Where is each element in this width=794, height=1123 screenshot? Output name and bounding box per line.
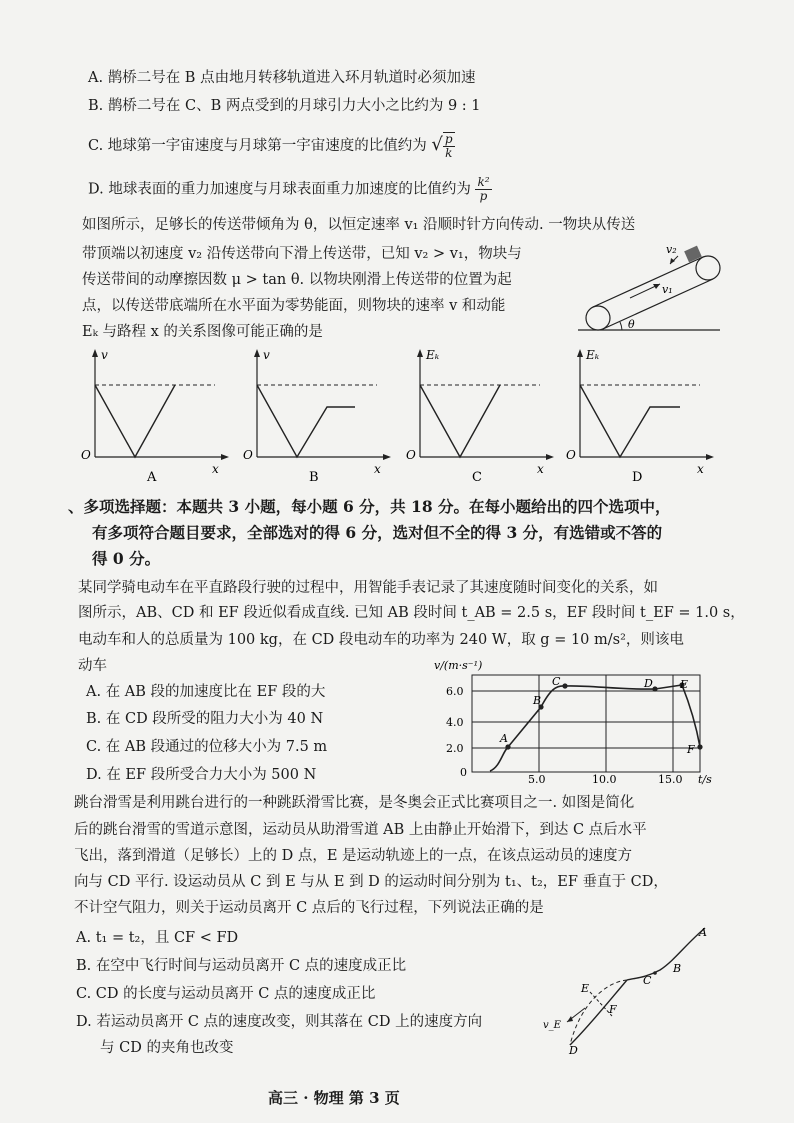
graph-tag: B <box>309 470 319 485</box>
page-footer: 高三 · 物理 第 3 页 <box>268 1089 400 1107</box>
point-a-label: A <box>699 926 707 939</box>
q8-option-d: D. 在 EF 段所受合力大小为 500 N <box>86 767 317 783</box>
x-tick-10: 10.0 <box>592 773 617 785</box>
q7-line-5: Eₖ 与路程 x 的关系图像可能正确的是 <box>82 324 323 340</box>
graph-c <box>406 348 554 485</box>
y-tick-0: 0 <box>460 766 467 779</box>
y-axis-label: v <box>101 348 108 362</box>
point-f-label: F <box>609 1003 617 1016</box>
theta-label: θ <box>628 318 635 331</box>
sqrt-icon: √ <box>431 134 443 155</box>
graph-b <box>243 348 391 485</box>
point-b-label: B <box>533 694 542 707</box>
origin-label: O <box>243 448 253 462</box>
frac-den: p <box>479 189 488 203</box>
conveyor-belt-diagram <box>570 238 730 343</box>
y-axis-label: Eₖ <box>586 348 600 362</box>
option-c-prev <box>88 132 455 160</box>
ski-jump-diagram <box>535 920 725 1060</box>
x-axis-label: x <box>212 462 219 476</box>
x-tick-5: 5.0 <box>528 773 546 785</box>
graph-d <box>566 348 714 485</box>
option-c-fraction <box>443 132 455 160</box>
q9-option-c: C. CD 的长度与运动员离开 C 点的速度成正比 <box>76 986 376 1002</box>
v1-label: v₁ <box>662 283 673 296</box>
point-b-label: B <box>673 962 682 975</box>
point-e-label: E <box>581 982 590 995</box>
option-d-fraction <box>475 176 491 203</box>
q7-line-4: 点，以传送带底端所在水平面为零势能面，则物块的速率 v 和动能 <box>82 298 506 314</box>
origin-label: O <box>406 448 416 462</box>
y-axis-label: v <box>263 348 270 362</box>
q7-line-3: 传送带间的动摩擦因数 μ > tan θ. 以物块刚滑上传送带的位置为起 <box>82 272 512 288</box>
graph-tag: C <box>472 470 482 485</box>
section2-line-3: 得 0 分。 <box>92 549 161 568</box>
point-c-label: C <box>643 974 652 987</box>
x-axis-label: x <box>374 462 381 476</box>
option-b-prev: B. 鹊桥二号在 C、B 两点受到的月球引力大小之比约为 9 : 1 <box>88 98 481 114</box>
q8-line-2: 图所示，AB、CD 和 EF 段近似看成直线. 已知 AB 段时间 t_AB = 2.5 s，EF 段时间 t_EF = 1.0 s， <box>78 605 745 621</box>
q8-line-3: 电动车和人的总质量为 100 kg，在 CD 段电动车的功率为 240 W，取 g = 10 m/s²，则该电 <box>78 632 684 648</box>
v2-label: v₂ <box>666 243 677 256</box>
q9-line-5: 不计空气阻力，则关于运动员离开 C 点后的飞行过程，下列说法正确的是 <box>74 900 544 916</box>
q8-option-a: A. 在 AB 段的加速度比在 EF 段的大 <box>86 684 326 700</box>
point-d-label: D <box>644 677 653 690</box>
q9-line-1: 跳台滑雪是利用跳台进行的一种跳跃滑雪比赛，是冬奥会正式比赛项目之一. 如图是简化 <box>74 795 635 811</box>
q7-graphs <box>75 345 725 485</box>
q9-option-a: A. t₁ = t₂，且 CF < FD <box>76 930 239 946</box>
option-d-prev <box>88 176 492 203</box>
origin-label: O <box>566 448 576 462</box>
graph-a <box>81 348 229 485</box>
q9-line-4: 向与 CD 平行. 设运动员从 C 到 E 与从 E 到 D 的运动时间分别为 t₁、t₂，EF 垂直于 CD， <box>74 874 668 890</box>
frac-num: p <box>444 132 453 146</box>
y-axis-label: Eₖ <box>426 348 440 362</box>
y-tick-4: 4.0 <box>446 716 464 729</box>
ve-label: v_E <box>543 1020 561 1031</box>
y-tick-6: 6.0 <box>446 685 464 698</box>
q8-line-1: 某同学骑电动车在平直路段行驶的过程中，用智能手表记录了其速度随时间变化的关系，如 <box>78 580 658 596</box>
x-tick-15: 15.0 <box>658 773 683 785</box>
velocity-time-chart <box>420 655 720 785</box>
point-d-label: D <box>569 1044 578 1057</box>
q8-option-c: C. 在 AB 段通过的位移大小为 7.5 m <box>86 739 328 755</box>
point-f-label: F <box>687 743 695 756</box>
graph-tag: D <box>632 470 643 485</box>
section2-line-2: 有多项符合题目要求，全部选对的得 6 分，选对但不全的得 3 分，有选错或不答的 <box>92 523 663 542</box>
q7-line-1: 如图所示，足够长的传送带倾角为 θ，以恒定速率 v₁ 沿顺时针方向传动. 一物块从传送 <box>82 217 636 233</box>
frac-den: k <box>445 146 453 160</box>
x-axis-label: x <box>537 462 544 476</box>
option-a-prev: A. 鹊桥二号在 B 点由地月转移轨道进入环月轨道时必须加速 <box>88 70 476 86</box>
q9-option-b: B. 在空中飞行时间与运动员离开 C 点的速度成正比 <box>76 958 407 974</box>
q9-line-3: 飞出，落到滑道（足够长）上的 D 点，E 是运动轨迹上的一点，在该点运动员的速度方 <box>74 848 633 864</box>
frac-num: k² <box>477 175 490 189</box>
x-axis-label: t/s <box>698 773 712 785</box>
origin-label: O <box>81 448 91 462</box>
q9-line-2: 后的跳台滑雪的雪道示意图，运动员从助滑雪道 AB 上由静止开始滑下，到达 C 点后水平 <box>74 822 647 838</box>
q8-line-4: 动车 <box>78 658 107 674</box>
graph-tag: A <box>147 470 157 485</box>
q8-option-b: B. 在 CD 段所受的阻力大小为 40 N <box>86 711 324 727</box>
y-tick-2: 2.0 <box>446 742 464 755</box>
section2-line-1: 、多项选择题：本题共 3 小题，每小题 6 分，共 18 分。在每小题给出的四个选项中， <box>68 497 671 516</box>
point-c-label: C <box>552 675 561 688</box>
q7-line-2: 带顶端以初速度 v₂ 沿传送带向下滑上传送带，已知 v₂ > v₁，物块与 <box>82 246 522 262</box>
q9-option-d: D. 若运动员离开 C 点的速度改变，则其落在 CD 上的速度方向 <box>76 1014 483 1030</box>
option-c-text: C. 地球第一宇宙速度与月球第一宇宙速度的比值约为 <box>88 138 427 154</box>
option-d-text: D. 地球表面的重力加速度与月球表面重力加速度的比值约为 <box>88 181 471 198</box>
x-axis-label: x <box>697 462 704 476</box>
point-a-label: A <box>500 732 508 745</box>
y-axis-label: v/(m·s⁻¹) <box>434 659 483 672</box>
q9-option-d-cont: 与 CD 的夹角也改变 <box>100 1040 234 1056</box>
point-e-label: E <box>680 678 689 691</box>
